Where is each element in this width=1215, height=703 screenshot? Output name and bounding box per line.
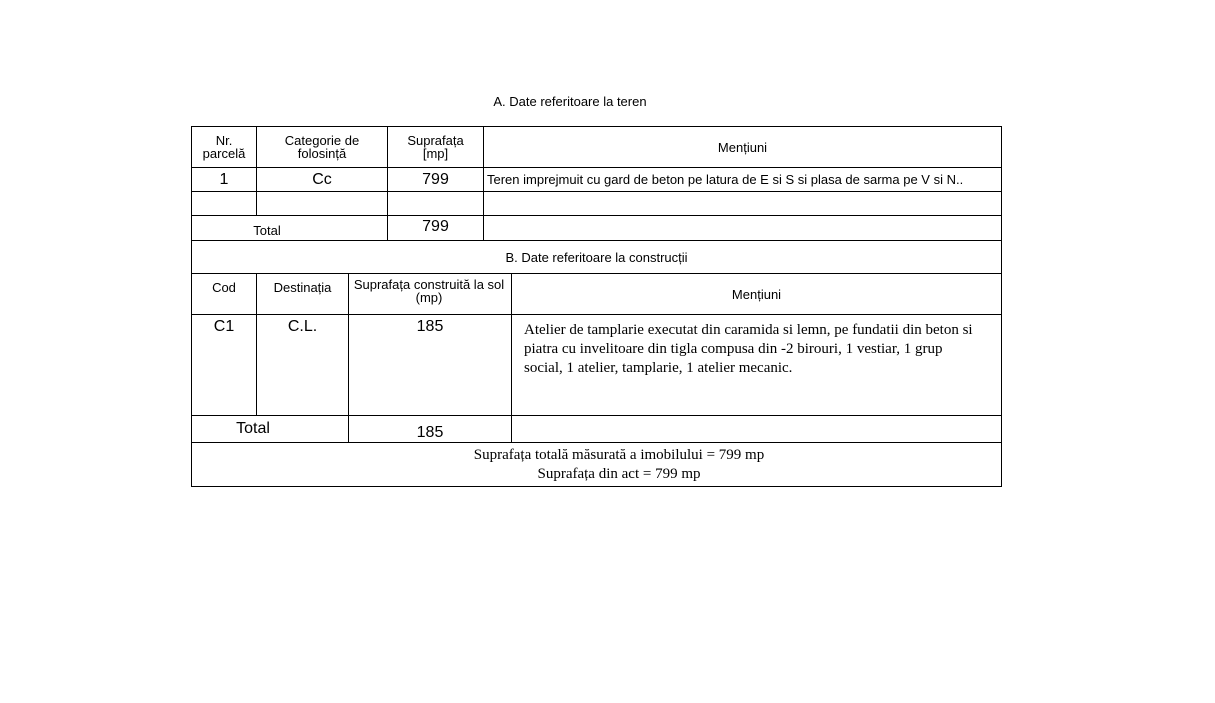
header-suprafata [388, 127, 483, 167]
cell-categorie: Cc [312, 171, 332, 188]
header-cod: Cod [212, 280, 236, 295]
header-suprafata-constructie-line1: Suprafața construită la sol [353, 277, 505, 292]
header-nr-parcela-line2: parcelă [202, 146, 246, 161]
cell-nr: 1 [219, 171, 229, 188]
header-mentiuni-b: Mențiuni [731, 286, 782, 302]
header-suprafata-constructie-line2: (mp) [415, 290, 443, 305]
header-destinatia: Destinația [273, 280, 332, 295]
cell-cod: C1 [213, 317, 235, 335]
cell-mentiuni: Teren imprejmuit cu gard de beton pe latura de E si S si plasa de sarma pe V si N.. [487, 172, 964, 187]
land-and-buildings-table [191, 126, 1002, 487]
total-label-b: Total [236, 419, 270, 437]
section-b-title: B. Date referitoare la construcții [505, 249, 688, 265]
header-suprafata-line2: [mp] [422, 146, 449, 161]
total-label-a: Total [253, 222, 281, 238]
header-nr-parcela-line1: Nr. [215, 133, 233, 148]
header-categorie-line2: folosință [297, 146, 347, 161]
cell-destinatia: C.L. [287, 317, 318, 335]
cell-mentiuni-b [524, 321, 1001, 381]
header-mentiuni: Mențiuni [717, 139, 768, 155]
row-divider [192, 215, 1001, 216]
header-nr-parcela [192, 127, 256, 167]
header-suprafata-line1: Suprafața [407, 133, 464, 148]
section-a-title: A. Date referitoare la teren [493, 94, 647, 109]
row-divider [192, 191, 1001, 192]
footer-line-total: Suprafața totală măsurată a imobilului = 799 mp [473, 446, 765, 463]
cell-mentiuni-b-line1: Atelier de tamplarie executat din caramida si lemn, pe fundatii din beton si [524, 322, 973, 338]
cell-mentiuni-b-line3: social, 1 atelier, tamplarie, 1 atelier mecanic. [524, 360, 793, 376]
total-value-b: 185 [416, 423, 444, 441]
header-categorie [257, 127, 387, 167]
footer-summary [192, 443, 1046, 486]
footer-line-act: Suprafața din act = 799 mp [537, 465, 701, 482]
header-suprafata-constructie [347, 274, 511, 314]
header-categorie-line1: Categorie de [284, 133, 360, 148]
cell-suprafata: 799 [422, 171, 449, 188]
cell-mentiuni-b-line2: piatra cu invelitoare din tigla compusa din -2 birouri, 1 vestiar, 1 grup [524, 341, 943, 357]
cell-suprafata-constructie: 185 [416, 317, 444, 335]
total-value-a: 799 [422, 217, 449, 235]
